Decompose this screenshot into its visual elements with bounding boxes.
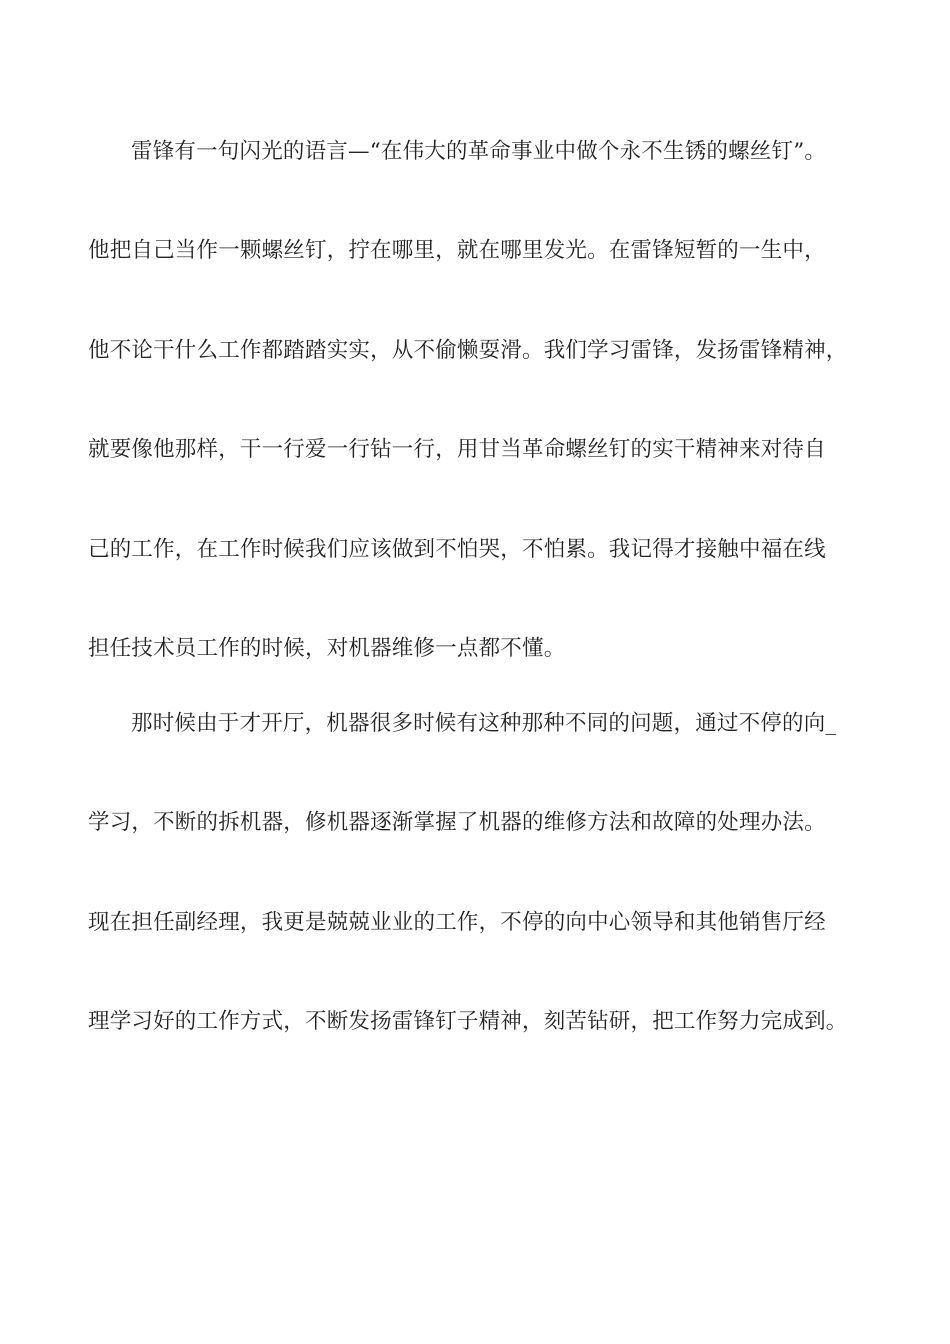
text-line: 担任技术员工作的时候，对机器维修一点都不懂。 [88, 636, 566, 661]
text-line: 雷锋有一句闪光的语言—“在伟大的革命事业中做个永不生锈的螺丝钉”。 [131, 139, 827, 164]
text-line: 现在担任副经理，我更是兢兢业业的工作，不停的向中心领导和其他销售厅经 [88, 910, 826, 935]
text-line: 他不论干什么工作都踏踏实实，从不偷懒耍滑。我们学习雷锋，发扬雷锋精神， [88, 338, 848, 363]
text-line: 己的工作，在工作时候我们应该做到不怕哭，不怕累。我记得才接触中福在线 [88, 537, 826, 562]
text-line: 学习，不断的拆机器，修机器逐渐掌握了机器的维修方法和故障的处理办法。 [88, 810, 826, 835]
text-line: 那时候由于才开厅，机器很多时候有这种那种不同的问题，通过不停的向_ [131, 711, 837, 736]
text-line: 就要像他那样，干一行爱一行钻一行，用甘当革命螺丝钉的实干精神来对待自 [88, 437, 826, 462]
text-line: 他把自己当作一颗螺丝钉，拧在哪里，就在哪里发光。在雷锋短暂的一生中， [88, 238, 826, 263]
text-line: 理学习好的工作方式，不断发扬雷锋钉子精神，刻苦钻研，把工作努力完成到。 [88, 1009, 848, 1034]
